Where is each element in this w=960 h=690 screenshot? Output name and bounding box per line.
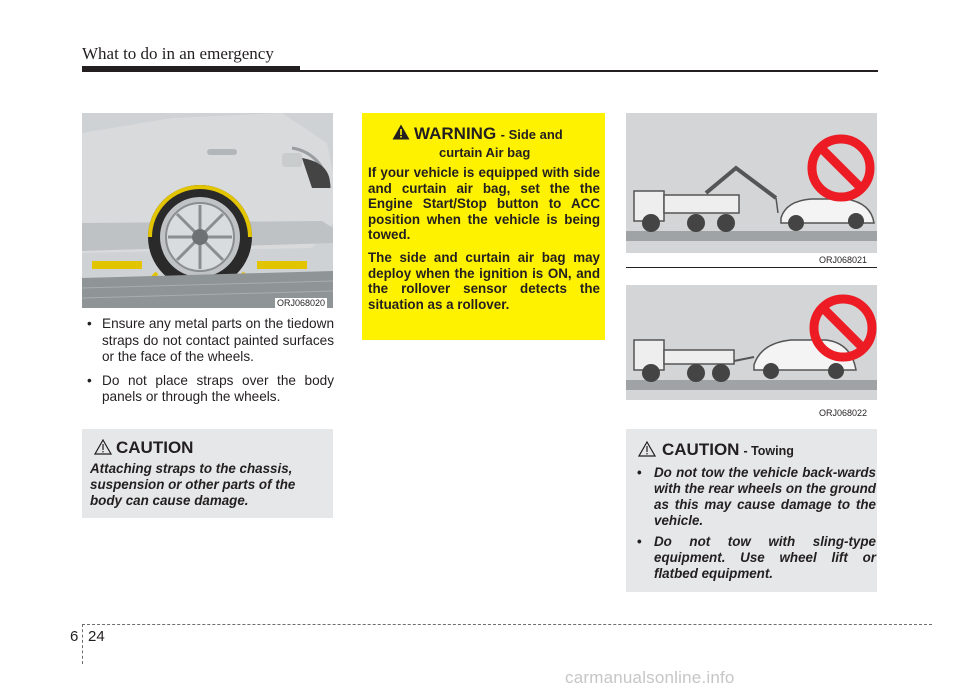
watermark: carmanualsonline.info [565,668,735,687]
figure-code-flatbed: ORJ068020 [277,298,326,308]
warning-title: WARNING [414,124,497,143]
figure-divider [626,267,877,268]
footer-rule [82,624,932,625]
figure-code-tow-2: ORJ068022 [819,408,868,418]
caution-towing-subtitle: - Towing [743,444,794,458]
warning-paragraph-1: If your vehicle is equipped with side and curtain air bag, set the the Engine Start/Stop button to ACC position when the vehicle is being towed. [368,165,600,243]
warning-paragraph-2: The side and curtain air bag may deploy when the ignition is ON, and the rollover sensor detects the situation as a rollover. [368,250,600,312]
header-rule [82,70,878,72]
footer-vertical-rule [82,624,83,664]
tow-sling-illustration [626,285,877,400]
strap-bullets [82,316,334,413]
caution-triangle-icon [94,439,112,455]
towing-list [634,465,876,587]
flatbed-illustration [82,113,333,308]
warning-triangle-icon [392,124,410,140]
towing-item: • Do not tow with sling-type equipment. Use wheel lift or flatbed equipment. [634,534,876,582]
tow-backwards-illustration [626,113,877,253]
warning-subtitle-b: curtain Air bag [439,145,531,160]
tow-wrong-photo-2 [626,285,877,400]
warning-airbag-box [362,113,605,340]
tow-wrong-photo-1 [626,113,877,253]
caution-triangle-icon [638,441,656,457]
caution-straps-box [82,429,333,518]
caution-towing-title: CAUTION [662,440,740,459]
caution-straps-text: Attaching straps to the chassis, suspension or other parts of the body can cause damage. [90,461,296,508]
figure-code-tow-1: ORJ068021 [819,255,868,265]
caution-title: CAUTION [116,438,194,457]
page-chapter: 6 [70,628,79,645]
page-number: 24 [88,628,105,645]
caution-towing-box [626,429,877,592]
towing-item: • Do not tow the vehicle back-wards with the rear wheels on the ground as this may cause damage to the vehicle. [634,465,876,529]
warning-subtitle-a: - Side and [500,127,563,142]
bullet-item: • Ensure any metal parts on the tiedown straps do not contact painted surfaces or the face of the wheels. [82,316,334,366]
header-title: What to do in an emergency [82,44,274,63]
flatbed-photo [82,113,333,308]
bullet-item: • Do not place straps over the body panels or through the wheels. [82,373,334,406]
